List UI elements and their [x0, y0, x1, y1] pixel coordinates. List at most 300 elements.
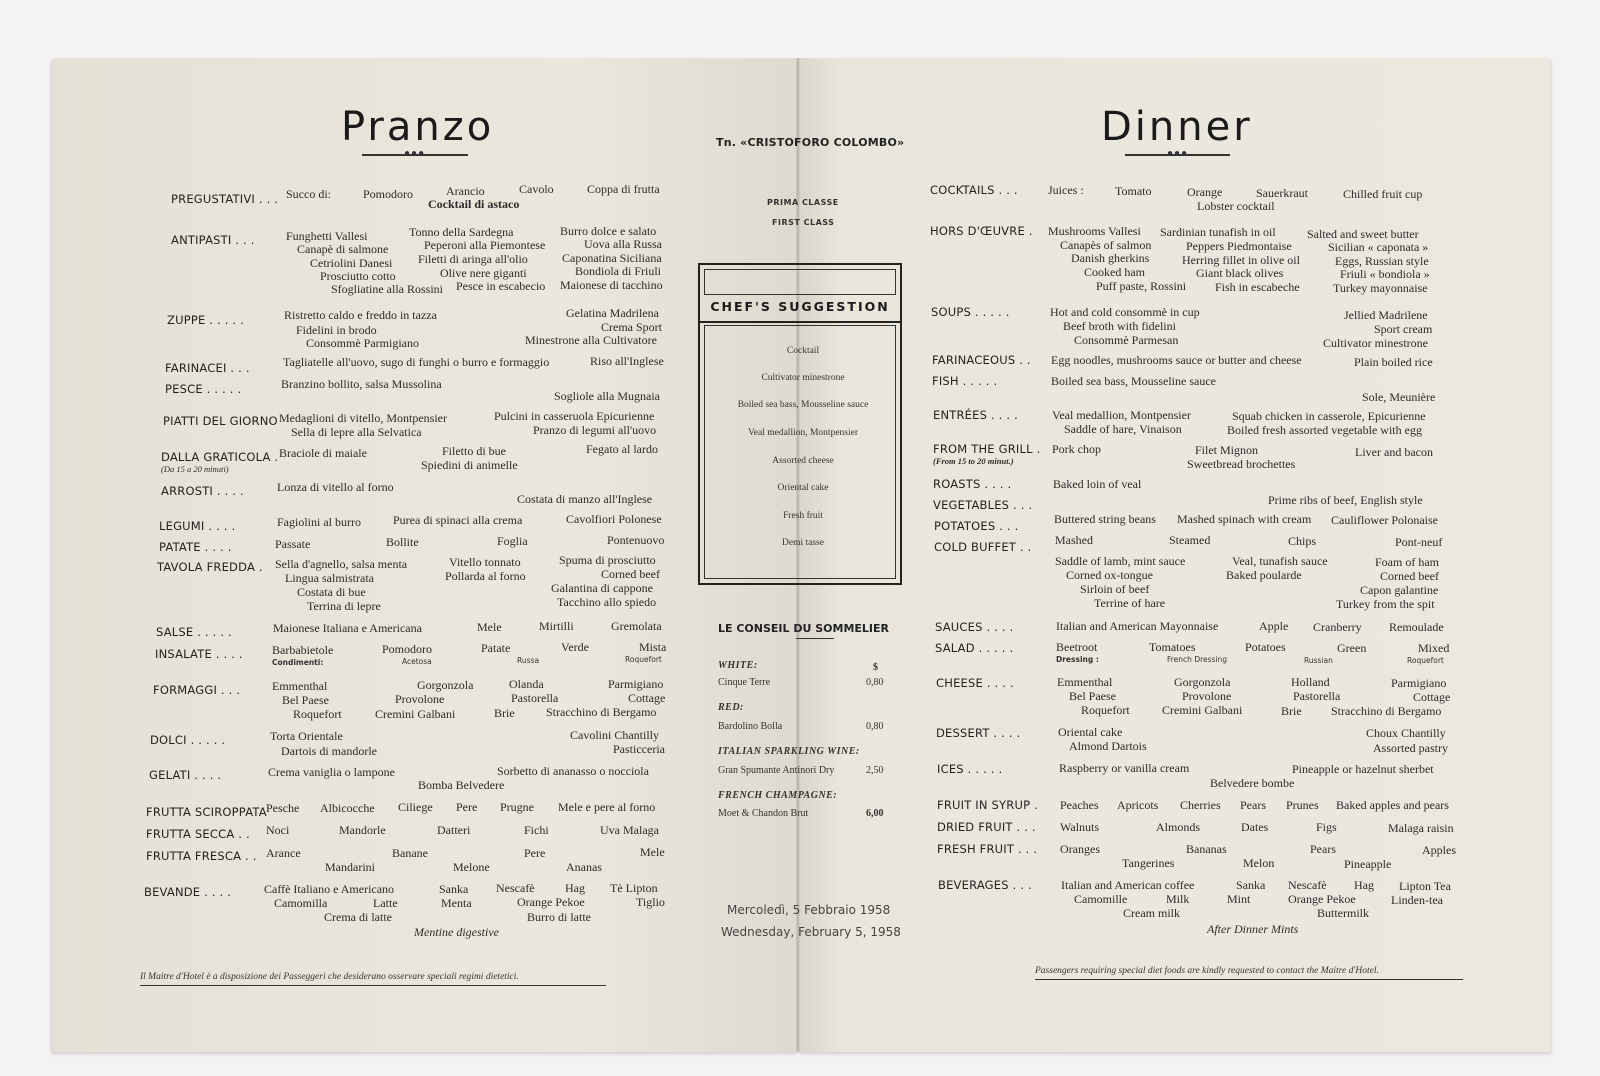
menu-item: Sfogliatine alla Rossini — [331, 282, 443, 296]
wine-item: Moet & Chandon Brut — [718, 808, 809, 819]
cat-beverages: BEVERAGES . . . — [938, 878, 1032, 892]
menu-item: Milk — [1166, 892, 1190, 906]
chefs-suggestion-list — [704, 325, 896, 579]
menu-item: Hag — [1354, 878, 1374, 892]
menu-item: Peaches — [1060, 798, 1099, 812]
menu-item: Pomodoro — [363, 187, 414, 201]
cat-tavola-fredda: TAVOLA FREDDA . — [157, 560, 263, 574]
menu-item: Lingua salmistrata — [285, 571, 374, 585]
menu-item: Pontenuovo — [607, 533, 665, 547]
menu-item: Sardinian tunafish in oil — [1160, 225, 1276, 239]
class-italian: PRIMA CLASSE — [767, 198, 839, 207]
menu-item: Italian and American Mayonnaise — [1056, 619, 1219, 633]
cat-dalla-graticola: DALLA GRATICOLA . — [161, 450, 279, 464]
menu-item: Cultivator minestrone — [1323, 336, 1428, 350]
menu-item: Crema di latte — [324, 910, 392, 924]
menu-item: Fidelini in brodo — [296, 323, 377, 337]
menu-item: Stracchino di Bergamo — [1331, 704, 1442, 718]
menu-item: Mentine digestive — [414, 925, 499, 939]
menu-item: Bollite — [386, 535, 419, 549]
menu-item: Tacchino allo spiedo — [557, 595, 657, 609]
menu-item: Oranges — [1060, 842, 1100, 856]
menu-item: Fichi — [524, 823, 549, 837]
menu-item: Stracchino di Bergamo — [546, 705, 657, 719]
menu-item-note: Condimenti: — [272, 658, 324, 667]
menu-item: Sanka — [439, 882, 469, 896]
menu-item: Turkey mayonnaise — [1333, 281, 1428, 295]
menu-item: Pasticceria — [613, 742, 665, 756]
menu-item: Filet Mignon — [1195, 443, 1259, 457]
menu-item: Medaglioni di vitello, Montpensier — [279, 411, 447, 425]
menu-item: Plain boiled rice — [1354, 355, 1433, 369]
menu-item: Choux Chantilly — [1366, 726, 1446, 740]
menu-item: Beef broth with fidelini — [1063, 319, 1176, 333]
menu-item: Prime ribs of beef, English style — [1268, 493, 1423, 507]
menu-item: Orange — [1187, 185, 1223, 199]
menu-item: Pont-neuf — [1395, 535, 1443, 549]
menu-item: Cherries — [1180, 798, 1221, 812]
menu-item-note: Roquefort — [625, 655, 662, 664]
menu-item: Burro dolce e salato — [560, 224, 657, 238]
menu-item: Prosciutto cotto — [320, 269, 396, 283]
menu-item: Spuma di prosciutto — [559, 553, 656, 567]
menu-item: Cavolini Chantilly — [570, 728, 659, 742]
menu-item: Parmigiano — [1391, 676, 1447, 690]
menu-item: Belvedere bombe — [1210, 776, 1295, 790]
menu-item: Prunes — [1286, 798, 1319, 812]
menu-item: Giant black olives — [1196, 266, 1284, 280]
menu-item: Canapè di salmone — [297, 242, 389, 256]
menu-item: Raspberry or vanilla cream — [1059, 761, 1190, 775]
menu-item: Nescafè — [496, 881, 535, 895]
menu-item: Corned beef — [601, 567, 660, 581]
menu-item: Barbabietole — [272, 643, 334, 657]
menu-item: Sole, Meunière — [1362, 390, 1436, 404]
menu-item: Cavolfiori Polonese — [566, 512, 662, 526]
menu-item: Foglia — [497, 534, 528, 548]
menu-item: Cream milk — [1123, 906, 1180, 920]
menu-item: Gorgonzola — [1174, 675, 1231, 689]
menu-item: Remoulade — [1389, 620, 1444, 634]
menu-item: Potatoes — [1245, 640, 1286, 654]
menu-item: Dates — [1241, 820, 1269, 834]
cat-salse: SALSE . . . . . — [156, 625, 232, 639]
cat-antipasti: ANTIPASTI . . . — [171, 233, 255, 247]
menu-item: Corned beef — [1380, 569, 1439, 583]
chefs-suggestion-title: CHEF'S SUGGESTION — [710, 299, 890, 314]
menu-item: Baked loin of veal — [1053, 477, 1142, 491]
menu-item: Roquefort — [293, 707, 342, 721]
menu-item: Gelatina Madrilena — [566, 306, 659, 320]
menu-item: Pere — [524, 846, 546, 860]
menu-item: Pollarda al forno — [445, 569, 526, 583]
menu-item: Cetriolini Danesi — [310, 256, 393, 270]
menu-item: Lipton Tea — [1399, 879, 1451, 893]
menu-item: Brie — [1281, 704, 1302, 718]
cat-entrees: ENTRÉES . . . . — [933, 408, 1018, 422]
menu-item: Pesche — [266, 801, 300, 815]
cat-arrosti: ARROSTI . . . . — [161, 484, 244, 498]
menu-item-note: Acetosa — [402, 657, 432, 666]
menu-item: Mandorle — [339, 823, 386, 837]
menu-item: Foam of ham — [1375, 555, 1439, 569]
menu-item: Egg noodles, mushrooms sauce or butter and cheese — [1051, 353, 1302, 367]
menu-item: Mint — [1227, 892, 1251, 906]
menu-item: Pulcini in casseruola Epicurienne — [494, 409, 655, 423]
menu-item: Mushrooms Vallesi — [1048, 224, 1141, 238]
cat-bevande: BEVANDE . . . . — [144, 885, 232, 899]
menu-item: Bel Paese — [282, 693, 329, 707]
wine-item: Cinque Terre — [718, 677, 771, 688]
menu-item: Jellied Madrilene — [1344, 308, 1428, 322]
cat-dried-fruit: DRIED FRUIT . . . — [937, 820, 1036, 834]
menu-item: Mista — [639, 640, 667, 654]
menu-item: Bananas — [1186, 842, 1227, 856]
menu-item: Provolone — [395, 692, 445, 706]
menu-item: Pineapple or hazelnut sherbet — [1292, 762, 1434, 776]
menu-item: Green — [1337, 641, 1367, 655]
menu-item: Cottage — [628, 691, 666, 705]
menu-item: Veal, tunafish sauce — [1232, 554, 1328, 568]
menu-item: Salted and sweet butter — [1307, 227, 1419, 241]
menu-item: Branzino bollito, salsa Mussolina — [281, 377, 442, 391]
menu-item: Dartois di mandorle — [281, 744, 377, 758]
menu-item: Ciliege — [398, 800, 433, 814]
menu-item: Nescafè — [1288, 878, 1327, 892]
cat-farinacei: FARINACEI . . . — [165, 361, 250, 375]
cat-frutta-secca: FRUTTA SECCA . . — [146, 827, 250, 841]
menu-item: Orange Pekoe — [517, 895, 585, 909]
menu-item: Figs — [1316, 820, 1337, 834]
menu-item: Pineapple — [1344, 857, 1392, 871]
menu-item: Pere — [456, 800, 478, 814]
menu-item: Steamed — [1169, 533, 1211, 547]
menu-item: Filetto di bue — [442, 444, 506, 458]
menu-item: Danish gherkins — [1071, 251, 1150, 265]
menu-item: Sweetbread brochettes — [1187, 457, 1296, 471]
menu-item: Arance — [266, 846, 301, 860]
menu-item: Sirloin of beef — [1080, 582, 1150, 596]
menu-item: Lonza di vitello al forno — [277, 480, 394, 494]
ship-name: Tn. «CRISTOFORO COLOMBO» — [716, 136, 905, 149]
cat-cold-buffet: COLD BUFFET . . — [934, 540, 1032, 554]
menu-item: Mele e pere al forno — [558, 800, 656, 814]
menu-item: Pranzo di legumi all'uovo — [533, 423, 657, 437]
cat-pesce: PESCE . . . . . — [165, 382, 242, 396]
menu-item: Consommè Parmesan — [1074, 333, 1179, 347]
menu-item: Crema Sport — [601, 320, 662, 334]
cat-fruit-in-syrup: FRUIT IN SYRUP . — [937, 798, 1038, 812]
menu-item: Lobster cocktail — [1197, 199, 1275, 213]
cat-fish: FISH . . . . . — [932, 374, 998, 388]
menu-item: Pastorella — [511, 691, 559, 705]
menu-item: Prugne — [500, 800, 534, 814]
menu-item: Tonno della Sardegna — [409, 225, 514, 239]
menu-item: Camomille — [1074, 892, 1128, 906]
menu-item: Menta — [441, 896, 472, 910]
menu-item: Minestrone alla Cultivatore — [525, 333, 657, 347]
chef-item: Boiled sea bass, Mousseline sauce — [737, 400, 869, 410]
menu-item: Turkey from the spit — [1336, 597, 1435, 611]
menu-item: Cremini Galbani — [375, 707, 456, 721]
wine-heading-red: RED: — [718, 702, 744, 713]
menu-item: Banane — [392, 846, 428, 860]
menu-item: Walnuts — [1060, 820, 1100, 834]
menu-item: Holland — [1291, 675, 1330, 689]
menu-item: Spiedini di animelle — [421, 458, 518, 472]
menu-item: Bel Paese — [1069, 689, 1116, 703]
chefs-suggestion-top-frame — [704, 269, 896, 295]
cat-insalate: INSALATE . . . . — [155, 647, 243, 661]
menu-item: Mashed spinach with cream — [1177, 512, 1312, 526]
menu-item: Fagiolini al burro — [277, 515, 361, 529]
menu-item: Costata di bue — [297, 585, 366, 599]
menu-item: Peppers Piedmontaise — [1186, 239, 1292, 253]
menu-item: Burro di latte — [527, 910, 591, 924]
menu-item: Capon galantine — [1360, 583, 1439, 597]
cat-soups: SOUPS . . . . . — [931, 305, 1010, 319]
cat-ices: ICES . . . . . — [937, 762, 1003, 776]
menu-item: Sport cream — [1374, 322, 1433, 336]
wine-price: 6,00 — [866, 808, 884, 819]
chefs-suggestion-rule — [700, 321, 900, 323]
menu-item: Pastorella — [1293, 689, 1341, 703]
menu-item-note: Roquefort — [1407, 656, 1444, 665]
menu-item: Maionese Italiana e Americana — [273, 621, 422, 635]
menu-item: Purea di spinaci alla crema — [393, 513, 523, 527]
date-english: Wednesday, February 5, 1958 — [721, 925, 901, 939]
cat-gelati: GELATI . . . . — [149, 768, 222, 782]
menu-item: Mashed — [1055, 533, 1093, 547]
pranzo-title: Pranzo — [341, 104, 495, 150]
menu-item: Cooked ham — [1084, 265, 1145, 279]
menu-item: Almond Dartois — [1069, 739, 1147, 753]
menu-item: Funghetti Vallesi — [286, 229, 368, 243]
wine-price: 0,80 — [866, 677, 884, 688]
cat-roasts: ROASTS . . . . — [933, 477, 1012, 491]
menu-item: Olive nere giganti — [440, 266, 527, 280]
menu-item: Italian and American coffee — [1061, 878, 1195, 892]
menu-item: Peperoni alla Piemontese — [424, 238, 546, 252]
menu-item-note: Russian — [1304, 656, 1333, 665]
menu-item: Camomilla — [274, 896, 328, 910]
menu-item: Arancio — [446, 184, 485, 198]
menu-item: Baked apples and pears — [1336, 798, 1449, 812]
menu-item: Chips — [1288, 534, 1317, 548]
menu-item: Tagliatelle all'uovo, sugo di funghi o burro e formaggio — [283, 355, 550, 369]
menu-item: Cranberry — [1313, 620, 1362, 634]
dinner-title: Dinner — [1101, 104, 1253, 150]
menu-item: Buttered string beans — [1054, 512, 1156, 526]
menu-item: Canapès of salmon — [1060, 238, 1152, 252]
cat-cocktails: COCKTAILS . . . — [930, 183, 1018, 197]
cat-sauces: SAUCES . . . . — [935, 620, 1014, 634]
pranzo-footer-note: Il Maitre d'Hotel è a disposizione dei Passeggeri che desiderano osservare speciali regimi dietetici. — [140, 972, 519, 982]
cat-legumi: LEGUMI . . . . — [159, 519, 236, 533]
menu-item: Costata di manzo all'Inglese — [517, 492, 653, 506]
menu-item: Hag — [565, 881, 585, 895]
menu-item: Tomato — [1115, 184, 1152, 198]
pranzo-footer-rule — [140, 985, 606, 986]
cat-dolci: DOLCI . . . . . — [150, 733, 226, 747]
menu-item: Sella di lepre alla Selvatica — [291, 425, 422, 439]
menu-item: Galantina di cappone — [551, 581, 653, 595]
menu-item: Pomodoro — [382, 642, 433, 656]
menu-item: Melon — [1243, 856, 1275, 870]
sommelier-rule — [796, 638, 834, 639]
menu-item: Gorgonzola — [417, 678, 474, 692]
menu-item: Cremini Galbani — [1162, 703, 1243, 717]
dinner-title-dots: ●●● — [1167, 148, 1189, 159]
menu-item: Cauliflower Polonaise — [1331, 513, 1438, 527]
menu-item: Braciole di maiale — [279, 446, 367, 460]
cat-cheese: CHEESE . . . . — [936, 676, 1014, 690]
menu-item: Tangerines — [1122, 856, 1175, 870]
menu-item: Tomatoes — [1149, 640, 1196, 654]
menu-item: Pesce in escabecio — [456, 279, 546, 293]
menu-item: Ristretto caldo e freddo in tazza — [284, 308, 437, 322]
cat-patate: PATATE . . . . — [159, 540, 232, 554]
date-italian: Mercoledì, 5 Febbraio 1958 — [727, 903, 891, 917]
cat-frutta-fresca: FRUTTA FRESCA . . — [146, 849, 257, 863]
wine-price: 2,50 — [866, 765, 884, 776]
menu-item: Veal medallion, Montpensier — [1052, 408, 1191, 422]
menu-item: Boiled fresh assorted vegetable with egg — [1227, 423, 1422, 437]
left-page — [52, 58, 798, 1052]
menu-item-note: Russa — [517, 656, 540, 665]
cat-zuppe: ZUPPE . . . . . — [167, 313, 244, 327]
menu-item: Mandarini — [325, 860, 375, 874]
menu-item: Sicilian « caponata » — [1328, 240, 1429, 254]
menu-item: Mele — [477, 620, 502, 634]
menu-item: Corned ox-tongue — [1066, 568, 1153, 582]
chef-item: Cultivator minestrone — [761, 373, 845, 383]
cat-dessert: DESSERT . . . . — [936, 726, 1021, 740]
menu-item: Eggs, Russian style — [1335, 254, 1429, 268]
wine-item: Gran Spumante Antinori Dry — [718, 765, 835, 776]
menu-item: Malaga raisin — [1388, 821, 1454, 835]
chef-item: Veal medallion, Montpensier — [747, 428, 858, 438]
cat-piatti-del-giorno: PIATTI DEL GIORNO — [163, 414, 278, 428]
menu-item: Friuli « bondiola » — [1340, 267, 1430, 281]
menu-item: After Dinner Mints — [1207, 922, 1299, 936]
dinner-footer-note: Passengers requiring special diet foods are kindly requested to contact the Maitre d'Hotel. — [1035, 966, 1379, 976]
menu-item: Assorted pastry — [1373, 741, 1448, 755]
menu-item: Bondiola di Friuli — [575, 264, 662, 278]
menu-item: Pears — [1240, 798, 1266, 812]
chef-item: Demi tasse — [782, 538, 824, 548]
menu-item: Gremolata — [611, 619, 662, 633]
chef-item: Fresh fruit — [783, 511, 823, 521]
menu-item: Hot and cold consommè in cup — [1050, 305, 1200, 319]
menu-item: Liver and bacon — [1355, 445, 1433, 459]
menu-item: Coppa di frutta — [587, 182, 660, 196]
menu-item: Vitello tonnato — [449, 555, 521, 569]
menu-item: Beetroot — [1056, 640, 1098, 654]
menu-item: Sauerkraut — [1256, 186, 1308, 200]
menu-item: Passate — [275, 537, 311, 551]
menu-item: Mirtilli — [539, 619, 574, 633]
wine-price: 0,80 — [866, 721, 884, 732]
menu-item: Uva Malaga — [600, 823, 659, 837]
menu-item: Olanda — [509, 677, 544, 691]
graticola-note: (Da 15 a 20 minuti) — [161, 464, 229, 474]
menu-item: Saddle of hare, Vinaison — [1064, 422, 1182, 436]
menu-item: Tiglio — [636, 895, 665, 909]
menu-item: Consommè Parmigiano — [306, 336, 419, 350]
menu-item: Cocktail di astaco — [428, 197, 520, 211]
class-english: FIRST CLASS — [772, 218, 835, 227]
menu-item: Provolone — [1182, 689, 1232, 703]
chefs-suggestion-box — [698, 263, 902, 585]
menu-item: Succo di: — [286, 187, 331, 201]
menu-item: Sorbetto di ananasso o nocciola — [497, 764, 649, 778]
menu-item: Patate — [481, 641, 511, 655]
menu-item: Baked poularde — [1226, 568, 1302, 582]
menu-item: Brie — [494, 706, 515, 720]
wine-heading-white: WHITE: — [718, 660, 758, 671]
dinner-footer-rule — [1035, 979, 1463, 980]
menu-item-note: Dressing : — [1056, 655, 1099, 664]
menu-item: Buttermilk — [1317, 906, 1369, 920]
cat-from-the-grill: FROM THE GRILL . — [933, 442, 1041, 456]
menu-item: Sanka — [1236, 878, 1266, 892]
menu-item: Caffè Italiano e Americano — [264, 882, 395, 896]
menu-item: Roquefort — [1081, 703, 1130, 717]
menu-item: Emmenthal — [272, 679, 328, 693]
menu-item: Tè Lipton — [610, 881, 658, 895]
menu-item: Juices : — [1048, 183, 1084, 197]
menu-item: Pears — [1310, 842, 1336, 856]
cat-vegetables: VEGETABLES . . . — [933, 498, 1033, 512]
menu-item: Caponatina Siciliana — [562, 251, 662, 265]
menu-item: Sella d'agnello, salsa menta — [275, 557, 408, 571]
menu-item: Filetti di aringa all'olio — [418, 252, 528, 266]
menu-item: Fegato al lardo — [586, 442, 658, 456]
menu-item: Saddle of lamb, mint sauce — [1055, 554, 1186, 568]
menu-item: Pork chop — [1052, 442, 1101, 456]
menu-item: Cavolo — [519, 182, 554, 196]
menu-item: Puff paste, Rossini — [1096, 279, 1187, 293]
menu-item: Fish in escabeche — [1215, 280, 1300, 294]
menu-item: Herring fillet in olive oil — [1182, 253, 1300, 267]
cat-fresh-fruit: FRESH FRUIT . . . — [937, 842, 1038, 856]
menu-item: Oriental cake — [1058, 725, 1123, 739]
menu-item: Torta Orientale — [270, 729, 343, 743]
menu-item: Orange Pekoe — [1288, 892, 1356, 906]
menu-item: Apple — [1259, 619, 1289, 633]
menu-item: Almonds — [1156, 820, 1201, 834]
menu-item: Terrina di lepre — [307, 599, 381, 613]
menu-item: Crema vaniglia o lampone — [268, 765, 395, 779]
wine-heading-sparkling: ITALIAN SPARKLING WINE: — [718, 746, 860, 757]
cat-farinaceous: FARINACEOUS . . — [932, 353, 1031, 367]
menu-item: Chilled fruit cup — [1343, 187, 1423, 201]
menu-item: Parmigiano — [608, 677, 664, 691]
menu-item: Terrine of hare — [1094, 596, 1166, 610]
cat-frutta-sciroppata: FRUTTA SCIROPPATA — [146, 805, 267, 819]
grill-note: (From 15 to 20 minut.) — [933, 456, 1014, 466]
menu-item: Cottage — [1413, 690, 1451, 704]
chef-item: Oriental cake — [777, 483, 829, 493]
cat-hors-doeuvre: HORS D'ŒUVRE . — [930, 224, 1033, 238]
menu-item: Latte — [373, 896, 398, 910]
menu-item: Bomba Belvedere — [418, 778, 505, 792]
menu-item: Ananas — [566, 860, 602, 874]
menu-item: Linden-tea — [1391, 893, 1443, 907]
chef-item: Assorted cheese — [772, 456, 834, 466]
menu-item: Emmenthal — [1057, 675, 1113, 689]
